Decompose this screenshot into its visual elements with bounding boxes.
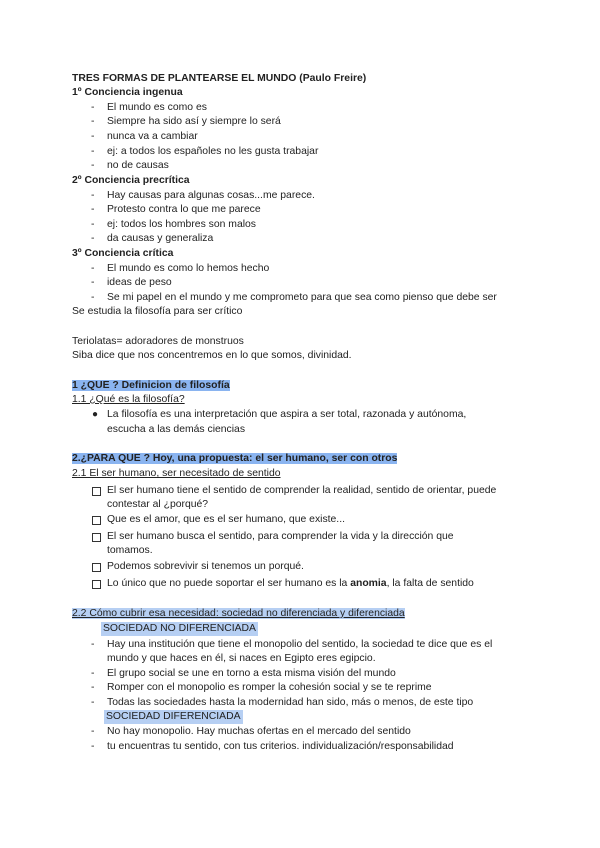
bullet-text: La filosofía es una interpretación que aspira a ser total, razonada y autónoma,	[107, 409, 467, 420]
page-title: TRES FORMAS DE PLANTEARSE EL MUNDO (Paulo Freire)	[72, 73, 367, 84]
checkbox-label: Podemos sobrevivir si tenemos un porqué.	[107, 561, 304, 572]
checkbox-label: tomamos.	[107, 545, 153, 556]
list-item: nunca va a cambiar	[107, 131, 198, 142]
list-item: No hay monopolio. Hay muchas ofertas en el mercado del sentido	[107, 726, 411, 737]
section-heading-para-que	[72, 452, 397, 466]
heading-text: 2.2 Cómo cubrir esa necesidad: sociedad no diferenciada y diferenciada	[72, 608, 405, 619]
section-heading-que	[72, 379, 230, 393]
dash: -	[91, 233, 95, 244]
list-item: ej: a todos los españoles no les gusta trabajar	[107, 146, 319, 157]
label-sociedad-diferenciada: SOCIEDAD DIFERENCIADA	[106, 711, 241, 722]
dash: -	[91, 726, 95, 737]
text-part: , la falta de sentido	[386, 578, 474, 589]
list-item: ej: todos los hombres son malos	[107, 219, 257, 230]
paragraph: Teriolatas= adoradores de monstruos	[72, 336, 244, 347]
dash: -	[91, 668, 95, 679]
list-item: Hay una institución que tiene el monopolio del sentido, la sociedad te dice que es el	[107, 639, 493, 650]
dash: -	[91, 190, 95, 201]
list-item: Se mi papel en el mundo y me comprometo para que sea como pienso que debe ser	[107, 292, 497, 303]
paragraph: Se estudia la filosofía para ser crítico	[72, 306, 243, 317]
subheading: 1.1 ¿Qué es la filosofía?	[72, 394, 185, 405]
dash: -	[91, 219, 95, 230]
dash: -	[91, 292, 95, 303]
checkbox[interactable]	[92, 516, 101, 525]
dash: -	[91, 741, 95, 752]
heading-text: 2.¿PARA QUE ? Hoy, una propuesta: el ser humano, ser con otros	[72, 453, 398, 464]
subheading: 2.1 El ser humano, ser necesitado de sentido	[72, 468, 281, 479]
dash: -	[91, 263, 95, 274]
list-item: da causas y generaliza	[107, 233, 214, 244]
checkbox[interactable]	[92, 563, 101, 572]
section-heading-ingenua: 1º Conciencia ingenua	[72, 87, 183, 98]
text-part: Lo único que no puede soportar el ser humano es la	[107, 578, 351, 589]
dash: -	[91, 102, 95, 113]
section-heading-2-2	[72, 607, 405, 621]
list-item: Protesto contra lo que me parece	[107, 204, 261, 215]
list-item: El mundo es como lo hemos hecho	[107, 263, 270, 274]
list-item: ideas de peso	[107, 277, 172, 288]
paragraph: Siba dice que nos concentremos en lo que somos, divinidad.	[72, 350, 352, 361]
checkbox[interactable]	[92, 580, 101, 589]
dash: -	[91, 131, 95, 142]
heading-text: 1 ¿QUE ? Definicion de filosofía	[72, 380, 230, 391]
list-item: Todas las sociedades hasta la modernidad han sido, más o menos, de este tipo	[107, 697, 474, 708]
list-item: El mundo es como es	[107, 102, 207, 113]
checkbox[interactable]	[92, 533, 101, 542]
dash: -	[91, 116, 95, 127]
checkbox-label: El ser humano busca el sentido, para comprender la vida y la dirección que	[107, 531, 454, 542]
text-bold: anomia	[350, 578, 387, 589]
list-item: Hay causas para algunas cosas...me parece.	[107, 190, 315, 201]
dash: -	[91, 160, 95, 171]
checkbox-label: Que es el amor, que es el ser humano, que existe...	[107, 514, 345, 525]
dash: -	[91, 682, 95, 693]
section-heading-critica: 3º Conciencia crítica	[72, 248, 174, 259]
label-sociedad-no-diferenciada: SOCIEDAD NO DIFERENCIADA	[103, 623, 256, 634]
checkbox-label: El ser humano tiene el sentido de comprender la realidad, sentido de orientar, puede	[107, 485, 497, 496]
list-item: El grupo social se une en torno a esta misma visión del mundo	[107, 668, 396, 679]
section-heading-precritica: 2º Conciencia precrítica	[72, 175, 190, 186]
bullet-dot: ●	[92, 409, 99, 420]
dash: -	[91, 204, 95, 215]
list-item: no de causas	[107, 160, 169, 171]
list-item: tu encuentras tu sentido, con tus criterios. individualización/responsabilidad	[107, 741, 454, 752]
bullet-text: escucha a las demás ciencias	[107, 424, 246, 435]
checkbox-label: contestar al ¿porqué?	[107, 499, 209, 510]
list-item: mundo y que haces en él, si naces en Egipto eres egipcio.	[107, 653, 376, 664]
checkbox-label	[107, 577, 474, 591]
dash: -	[91, 697, 95, 708]
list-item: Siempre ha sido así y siempre lo será	[107, 116, 281, 127]
dash: -	[91, 639, 95, 650]
dash: -	[91, 277, 95, 288]
checkbox[interactable]	[92, 487, 101, 496]
dash: -	[91, 146, 95, 157]
list-item: Romper con el monopolio es romper la cohesión social y se te reprime	[107, 682, 432, 693]
